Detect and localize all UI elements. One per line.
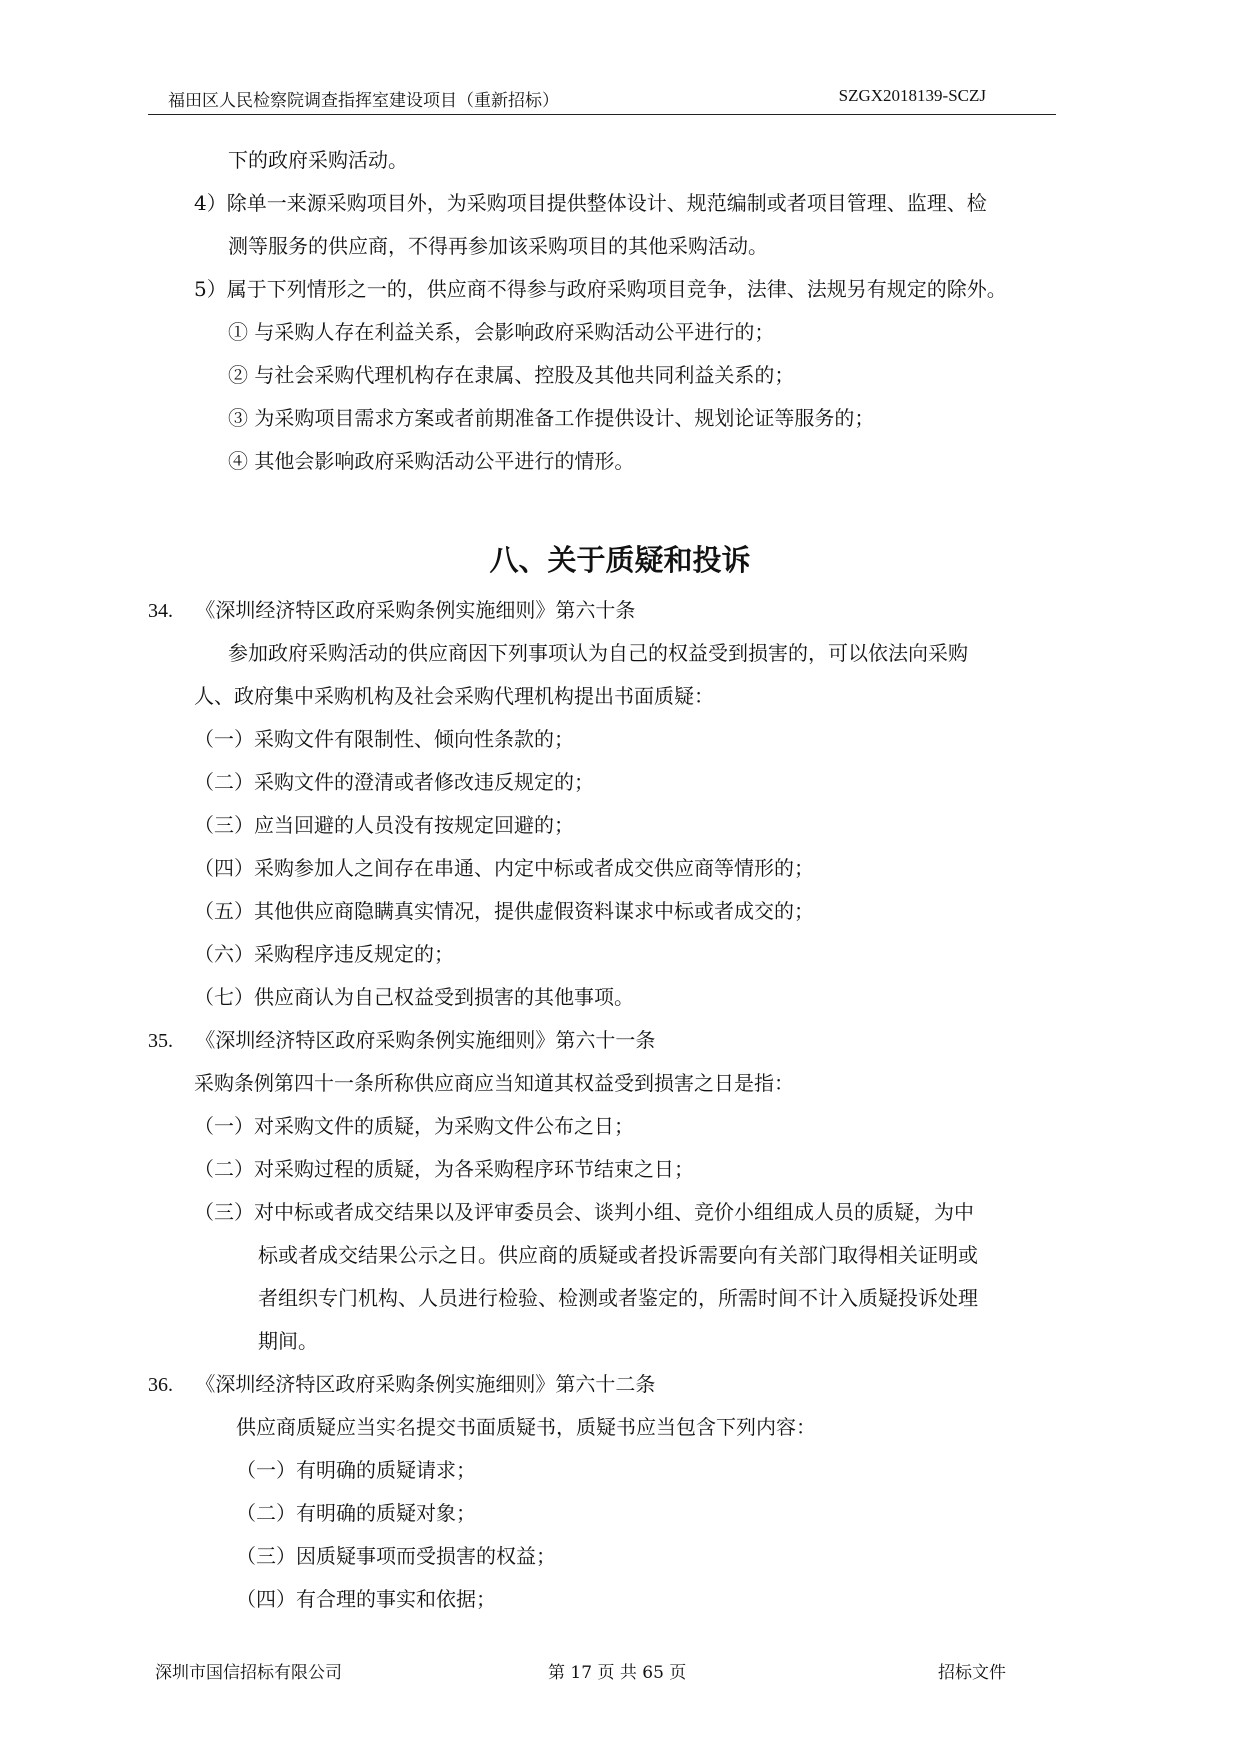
article-number: 36. (148, 1374, 173, 1396)
article-35-item-1: （一）对采购文件的质疑，为采购文件公布之日； (194, 1114, 634, 1138)
list-item-5: 5）属于下列情形之一的，供应商不得参与政府采购项目竞争，法律、法规另有规定的除外。 (194, 277, 1007, 301)
footer-company: 深圳市国信招标有限公司 (155, 1663, 342, 1683)
article-36-heading (148, 1370, 655, 1399)
article-34-paragraph-line2: 人、政府集中采购机构及社会采购代理机构提出书面质疑： (194, 684, 714, 708)
article-34-item-7: （七）供应商认为自己权益受到损害的其他事项。 (194, 985, 634, 1009)
article-35-item-3-line1: （三）对中标或者成交结果以及评审委员会、谈判小组、竞价小组组成人员的质疑，为中 (194, 1200, 974, 1224)
article-35-item-2: （二）对采购过程的质疑，为各采购程序环节结束之日； (194, 1157, 694, 1181)
circled-item-1: ① 与采购人存在利益关系，会影响政府采购活动公平进行的； (228, 320, 775, 344)
article-title: 《深圳经济特区政府采购条例实施细则》第六十二条 (195, 1372, 656, 1396)
section-heading: 八、关于质疑和投诉 (489, 543, 751, 577)
list-item-4-line1: 4）除单一来源采购项目外，为采购项目提供整体设计、规范编制或者项目管理、监理、检 (194, 191, 987, 215)
article-35-item-3-line3: 者组织专门机构、人员进行检验、检测或者鉴定的，所需时间不计入质疑投诉处理 (258, 1286, 978, 1310)
article-36-item-1: （一）有明确的质疑请求； (236, 1458, 476, 1482)
article-number: 34. (148, 600, 173, 622)
article-34-item-2: （二）采购文件的澄清或者修改违反规定的； (194, 770, 594, 794)
circled-item-4: ④ 其他会影响政府采购活动公平进行的情形。 (228, 449, 635, 473)
article-35-heading (148, 1026, 655, 1055)
article-36-item-2: （二）有明确的质疑对象； (236, 1501, 476, 1525)
circled-item-2: ② 与社会采购代理机构存在隶属、控股及其他共同利益关系的； (228, 363, 795, 387)
footer-page-number: 第 17 页 共 65 页 (548, 1663, 687, 1683)
article-34-item-6: （六）采购程序违反规定的； (194, 942, 454, 966)
article-35-item-3-line4: 期间。 (258, 1329, 318, 1353)
article-number: 35. (148, 1030, 173, 1052)
article-36-item-4: （四）有合理的事实和依据； (236, 1587, 496, 1611)
page-header (148, 84, 1056, 115)
article-title: 《深圳经济特区政府采购条例实施细则》第六十一条 (195, 1028, 656, 1052)
article-title: 《深圳经济特区政府采购条例实施细则》第六十条 (195, 598, 636, 622)
article-36-paragraph: 供应商质疑应当实名提交书面质疑书，质疑书应当包含下列内容： (236, 1415, 816, 1439)
article-34-item-4: （四）采购参加人之间存在串通、内定中标或者成交供应商等情形的； (194, 856, 814, 880)
article-34-heading (148, 596, 635, 625)
article-35-item-3-line2: 标或者成交结果公示之日。供应商的质疑或者投诉需要向有关部门取得相关证明或 (258, 1243, 978, 1267)
article-35-paragraph: 采购条例第四十一条所称供应商应当知道其权益受到损害之日是指： (194, 1071, 794, 1095)
footer-doc-type: 招标文件 (938, 1663, 1006, 1683)
article-34-item-3: （三）应当回避的人员没有按规定回避的； (194, 813, 574, 837)
list-item-4-line2: 测等服务的供应商，不得再参加该采购项目的其他采购活动。 (228, 234, 768, 258)
article-34-item-1: （一）采购文件有限制性、倾向性条款的； (194, 727, 574, 751)
article-36-item-3: （三）因质疑事项而受损害的权益； (236, 1544, 556, 1568)
article-34-paragraph-line1: 参加政府采购活动的供应商因下列事项认为自己的权益受到损害的，可以依法向采购 (228, 641, 968, 665)
header-code: SZGX2018139-SCZJ (838, 86, 986, 105)
article-34-item-5: （五）其他供应商隐瞒真实情况，提供虚假资料谋求中标或者成交的； (194, 899, 814, 923)
paragraph-continuation: 下的政府采购活动。 (228, 148, 408, 172)
header-title: 福田区人民检察院调查指挥室建设项目（重新招标） (168, 91, 559, 111)
circled-item-3: ③ 为采购项目需求方案或者前期准备工作提供设计、规划论证等服务的； (228, 406, 875, 430)
